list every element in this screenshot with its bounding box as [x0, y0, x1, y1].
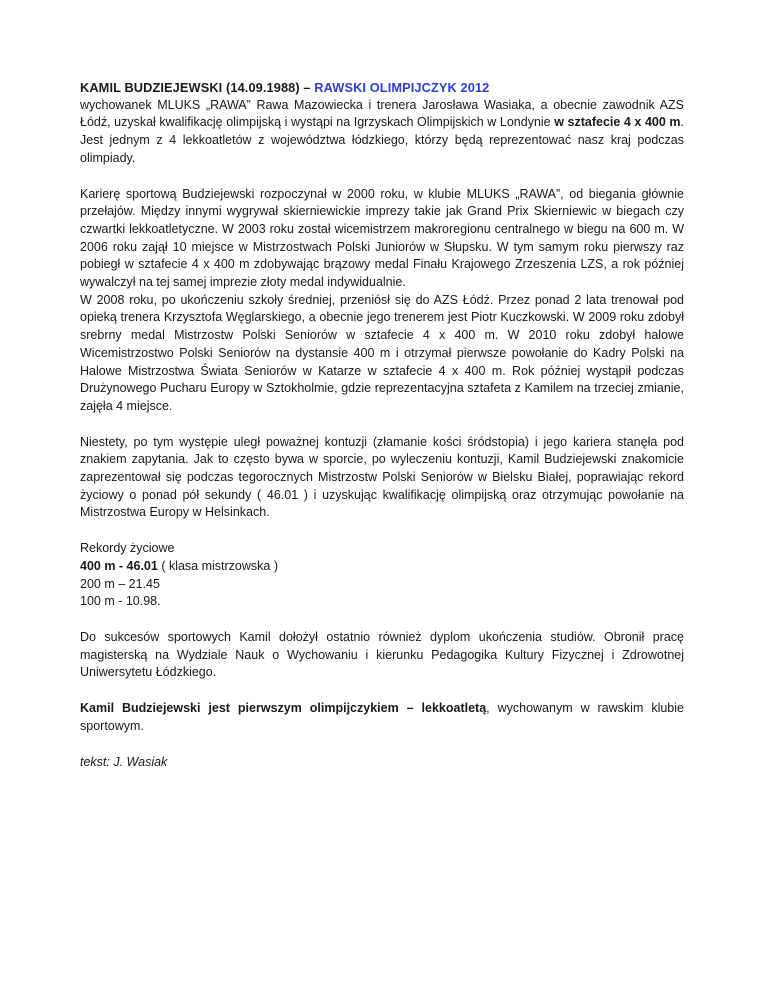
- author-line: [80, 754, 684, 772]
- record-400m-note: ( klasa mistrzowska ): [157, 558, 278, 573]
- title-name: KAMIL BUDZIEJEWSKI (14.09.1988): [80, 80, 300, 95]
- spacer: [80, 416, 684, 434]
- spacer: [80, 682, 684, 700]
- record-400m-value: 400 m - 46.01: [80, 558, 158, 573]
- injury-paragraph: Niestety, po tym występie uległ poważnej kontuzji (złamanie kości śródstopia) i jego kariera stanęła pod znakiem zapytania. Jak to często bywa w sporcie, po wyleczeniu kontuzji, Kamil Budziejewski znakomicie zaprezentował się podczas tegorocznych Mistrzostw Polski Seniorów w Bielsku Białej, poprawiając rekord życiowy o ponad pół sekundy ( 46.01 ) i uzyskując kwalifikację olimpijską oraz otrzymując powołanie na Mistrzostwa Europy w Helsinkach.: [80, 434, 684, 520]
- closing-bold: Kamil Budziejewski jest pierwszym olimpijczykiem – lekkoatletą: [80, 701, 487, 716]
- intro-text-a: wychowanek MLUKS „RAWA” Rawa Mazowiecka i trenera Jarosława Wasiaka, a obecnie zawodnik AZS Łódź, uzyskał kwalifikację olimpijską i wystąpi na Igrzyskach Olimpijskich w Londynie: [80, 97, 684, 130]
- spacer: [80, 168, 684, 186]
- title-dash: –: [299, 80, 315, 95]
- author-text: tekst: J. Wasiak: [80, 754, 168, 769]
- intro-paragraph: [80, 97, 684, 168]
- document-body: [80, 79, 684, 771]
- records-section: [80, 540, 684, 611]
- title-highlight: RAWSKI OLIMPIJCZYK 2012: [314, 80, 490, 95]
- closing-rest: , wychowanym w rawskim klubie sportowym.: [80, 701, 684, 733]
- spacer: [80, 736, 684, 754]
- article-title: [80, 79, 684, 97]
- records-heading: Rekordy życiowe: [80, 541, 175, 556]
- closing-paragraph: [80, 700, 684, 735]
- intro-text-b: . Jest jednym z 4 lekkoatletów z województwa łódzkiego, którzy będą reprezentować nasz kraj podczas olimpiady.: [80, 115, 684, 165]
- record-100m: 100 m - 10.98.: [80, 594, 161, 609]
- record-200m: 200 m – 21.45: [80, 576, 160, 591]
- intro-bold: w sztafecie 4 x 400 m: [554, 115, 681, 130]
- spacer: [80, 522, 684, 540]
- spacer: [80, 611, 684, 629]
- career-paragraph-2: W 2008 roku, po ukończeniu szkoły średniej, przeniósł się do AZS Łódź. Przez ponad 2 lata trenował pod opieką trenera Krzysztofa Węglarskiego, a obecnie jego trenerem jest Piotr Kuczkowski. W 2009 roku zdobył srebrny medal Mistrzostw Polski Seniorów w sztafecie 4 x 400 m. W 2010 roku zdobył halowe Wicemistrzostwo Polski Seniorów na dystansie 400 m i otrzymał pierwsze powołanie do Kadry Polski na Halowe Mistrzostwa Świata Seniorów w Katarze w sztafecie 4 x 400 m. Rok później wystąpił podczas Drużynowego Pucharu Europy w Sztokholmie, gdzie reprezentacyjna sztafeta z Kamilem na trzeciej zmianie, zajęła 4 miejsce.: [80, 292, 684, 413]
- career-paragraph-1: Karierę sportową Budziejewski rozpoczynał w 2000 roku, w klubie MLUKS „RAWA”, od biegania głównie przełajów. Między innymi wygrywał skierniewickie imprezy takie jak Grand Prix Skierniewic w biegach czy czwartki lekkoatletyczne. W 2003 roku został wicemistrzem makroregionu centralnego w biegu na 600 m. W 2006 roku zajął 10 miejsce w Mistrzostwach Polski Juniorów w Słupsku. W tym samym roku pierwszy raz pobiegł w sztafecie 4 x 400 m zdobywając brązowy medal Finału Krajowego Zrzeszenia LZS, a rok później wywalczył na tej samej imprezie złoty medal indywidualnie.: [80, 186, 684, 290]
- studies-paragraph: Do sukcesów sportowych Kamil dołożył ostatnio również dyplom ukończenia studiów. Obronił pracę magisterską na Wydziale Nauk o Wychowaniu i kierunku Pedagogika Kultury Fizycznej i Zdrowotnej Uniwersytetu Łódzkiego.: [80, 629, 684, 680]
- record-400m: [80, 558, 684, 576]
